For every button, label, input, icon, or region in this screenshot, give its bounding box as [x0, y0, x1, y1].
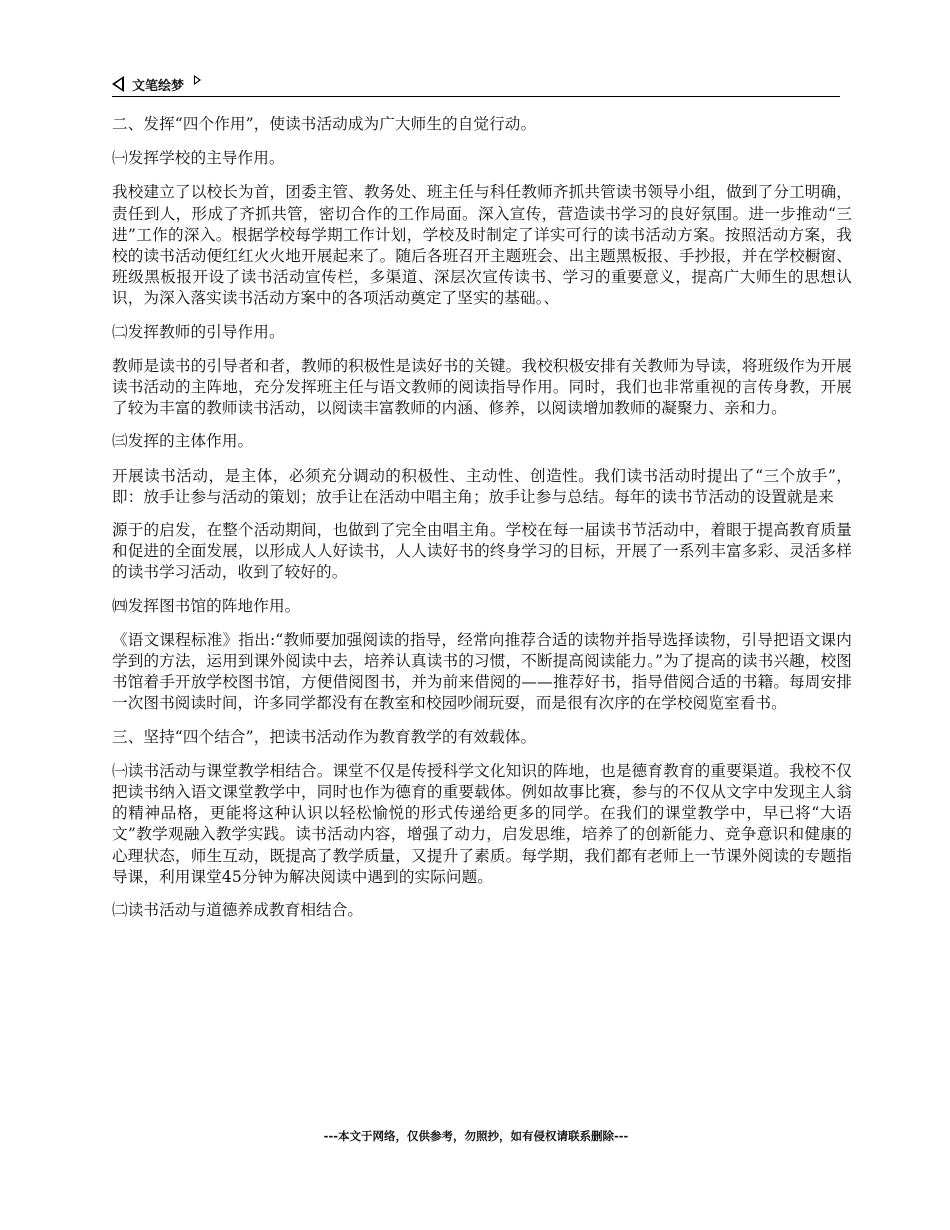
page-header	[112, 72, 840, 97]
paragraph-classroom-combination: ㈠读书活动与课堂教学相结合。课堂不仅是传授科学文化知识的阵地，也是德育教育的重要渠道。我校不仅把读书纳入语文课堂教学中，同时也作为德育的重要载体。例如故事比赛，参与的不仅从文字中发现主人翁的精神品格，更能将这种认识以轻松愉悦的形式传递给更多的同学。在我们的课堂教学中，早已将“大语文”教学观融入教学实践。读书活动内容，增强了动力，启发思维，培养了的创新能力、竞争意识和健康的心理状态，师生互动，既提高了教学质量，又提升了素质。每学期，我们都有老师上一节课外阅读的专题指导课，利用课堂45分钟为解决阅读中遇到的实际问题。	[112, 761, 852, 886]
header-title: 文笔绘梦	[132, 78, 185, 94]
page-footer: ---本文于网络，仅供参考，勿照抄，如有侵权请联系删除---	[323, 1129, 629, 1143]
subheading-school-role: ㈠发挥学校的主导作用。	[112, 149, 285, 168]
section-heading-2: 二、发挥“四个作用”，使读书活动成为广大师生的自觉行动。	[112, 115, 537, 133]
paragraph-library-role: 《语文课程标准》指出:“教师要加强阅读的指导，经常向推荐合适的读物并指导选择读物，引导把语文课内学到的方法，运用到课外阅读中去，培养认真读书的习惯，不断提高阅读能力。”为了提高的读书兴趣，校图书馆着手开放学校图书馆，方便借阅图书，并为前来借阅的——推荐好书，指导借阅合适的书籍。每周安排一次图书阅读时间，许多同学都没有在教室和校园吵闹玩耍，而是很有次序的在学校阅览室看书。	[112, 630, 852, 713]
document-body	[112, 114, 852, 934]
paragraph-reading-festival: 源于的启发，在整个活动期间，也做到了完全由唱主角。学校在每一届读书节活动中，着眼于提高教育质量和促进的全面发展，以形成人人好读书，人人读好书的终身学习的目标，开展了一系列丰富多彩、灵活多样的读书学习活动，收到了较好的。	[112, 521, 852, 582]
paragraph-subject-role: 开展读书活动，是主体，必须充分调动的积极性、主动性、创造性。我们读书活动时提出了“三个放手”，即：放手让参与活动的策划；放手让在活动中唱主角；放手让参与总结。每年的读书节活动的设置就是来	[112, 466, 852, 506]
subheading-teacher-role: ㈡发挥教师的引导作用。	[112, 322, 285, 341]
subheading-library-role: ㈣发挥图书馆的阵地作用。	[112, 596, 301, 615]
paragraph-teacher-role: 教师是读书的引导者和者，教师的积极性是读好书的关键。我校积极安排有关教师为导读，将班级作为开展读书活动的主阵地，充分发挥班主任与语文教师的阅读指导作用。同时，我们也非常重视的言传身教，开展了较为丰富的教师读书活动，以阅读丰富教师的内涵、修养，以阅读增加教师的凝聚力、亲和力。	[112, 356, 852, 418]
section-heading-3: 三、坚持“四个结合”，把读书活动作为教育教学的有效载体。	[112, 727, 537, 746]
document-page	[112, 0, 852, 1230]
triangle-right-icon	[194, 75, 201, 85]
paragraph-school-role: 我校建立了以校长为首，团委主管、教务处、班主任与科任教师齐抓共管读书领导小组，做到了分工明确，责任到人，形成了齐抓共管，密切合作的工作局面。深入宣传，营造读书学习的良好氛围。进一步推动“三进”工作的深入。根据学校每学期工作计划，学校及时制定了详实可行的读书活动方案。按照活动方案，我校的读书活动便红红火火地开展起来了。随后各班召开主题班会、出主题黑板报、手抄报，并在学校橱窗、班级黑板报开设了读书活动宣传栏，多渠道、深层次宣传读书、学习的重要意义，提高广大师生的思想认识，为深入落实读书活动方案中的各项活动奠定了坚实的基础。、	[112, 183, 852, 308]
triangle-left-icon	[112, 76, 124, 92]
subheading-moral-education: ㈡读书活动与道德养成教育相结合。	[112, 901, 364, 920]
subheading-subject-role: ㈢发挥的主体作用。	[112, 432, 254, 451]
